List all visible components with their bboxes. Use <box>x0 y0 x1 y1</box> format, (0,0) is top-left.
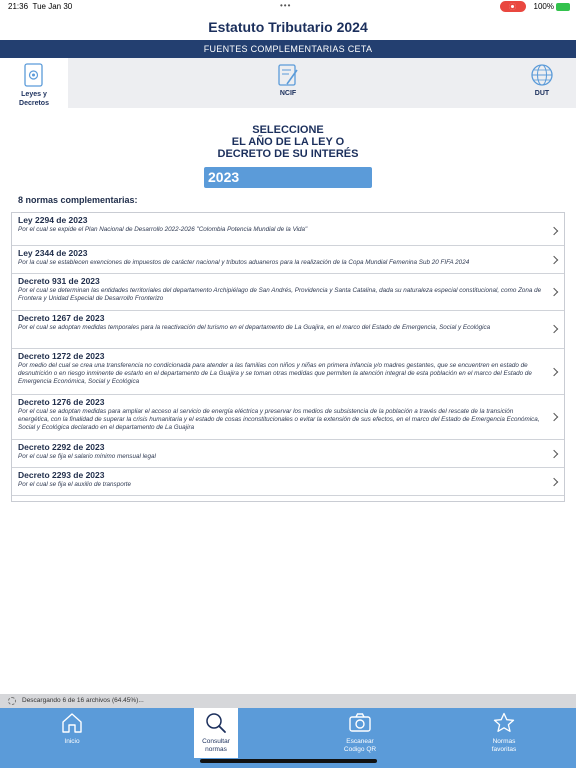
chevron-right-icon <box>550 325 558 333</box>
recording-indicator-icon <box>500 1 526 12</box>
chevron-right-icon <box>550 227 558 235</box>
chevron-right-icon <box>550 256 558 264</box>
list-item[interactable]: Decreto 931 de 2023 Por el cual se determinan las entidades territoriales del departamento Archipiélago de San Andrés, Providencia y Santa Catalina, dada su naturaleza especial constitucional, como Zona de Frontera y Unidad Especial de Desarrollo Fronterizo <box>12 274 564 311</box>
multitasking-dots[interactable]: ••• <box>280 1 292 10</box>
chevron-right-icon <box>550 413 558 421</box>
norm-list <box>11 212 565 502</box>
list-item[interactable]: Ley 2344 de 2023 Por la cual se establecen exenciones de impuestos de carácter nacional y tributos aduaneros para la realización de la Copa Mundial Femenina Sub 20 FIFA 2024 <box>12 246 564 274</box>
contract-pen-icon <box>275 62 301 88</box>
list-item[interactable]: Decreto 2292 de 2023 Por el cual se fija el salario mínimo mensual legal <box>12 440 564 468</box>
camera-icon <box>348 711 372 735</box>
category-dut[interactable] <box>516 58 568 108</box>
status-bar <box>0 0 576 14</box>
category-label: NCIF <box>279 90 297 97</box>
tab-consultar-normas[interactable]: Consultar normas <box>194 708 238 758</box>
list-item[interactable]: Decreto 1267 de 2023 Por el cual se adoptan medidas temporales para la reactivación del turismo en el departamento de La Guajira, en el marco del Estado de Emergencia, Social y Ecológica <box>12 311 564 349</box>
category-leyes-decretos[interactable] <box>0 58 68 108</box>
chevron-right-icon <box>550 478 558 486</box>
loading-spinner-icon <box>8 697 16 705</box>
law-document-icon <box>22 62 46 88</box>
list-item[interactable]: Decreto 1272 de 2023 Por medio del cual se crea una transferencia no condicionada para atender a las familias con niños y niñas en primera infancia y/o madres gestantes, que se encuentren en estado de desnutrición o en riesgo inminente de estarlo en el departamento de La Guajira y se toman otras medidas que permiten la atención integral de esta población en el marco del Estado de Emergencia Económica, Social y Ecológica <box>12 349 564 395</box>
battery-percent: 100% <box>533 2 554 11</box>
chevron-right-icon <box>550 368 558 376</box>
download-status-text: Descargando 6 de 16 archivos (64.45%)... <box>22 697 144 704</box>
category-label: Leyes y Decretos <box>19 91 49 107</box>
category-ncif[interactable] <box>260 58 316 108</box>
chevron-right-icon <box>550 450 558 458</box>
battery-icon <box>556 3 570 11</box>
tab-escanear-qr[interactable]: Escanear Codigo QR <box>338 708 382 758</box>
chevron-right-icon <box>550 288 558 296</box>
year-prompt: SELECCIONE EL AÑO DE LA LEY O DECRETO DE SU INTERÉS <box>217 124 359 160</box>
download-status-bar <box>0 694 576 708</box>
page-title: Estatuto Tributario 2024 <box>208 19 368 35</box>
star-icon <box>492 711 516 735</box>
globe-icon <box>529 62 555 88</box>
list-item[interactable]: Ley 2294 de 2023 Por el cual se expide el Plan Nacional de Desarrollo 2022-2026 "Colombia Potencia Mundial de la Vida" <box>12 213 564 246</box>
list-item[interactable]: Decreto 2293 de 2023 Por el cual se fija el auxilio de transporte <box>12 468 564 496</box>
norm-count-label: 8 normas complementarias: <box>18 195 138 205</box>
list-item[interactable]: Decreto 1276 de 2023 Por el cual se adoptan medidas para ampliar el acceso al servicio de energía eléctrica y preservar los medios de subsistencia de la población a través del rescate de la transición energética, con la finalidad de superar la crisis humanitaria y el estado de cosas inconstitucionales o evitar la extensión de sus efectos, en el marco del Estado de Emergencia Económica, Social y Ecológica declarado en el departamento de La Guajira <box>12 395 564 440</box>
section-banner: FUENTES COMPLEMENTARIAS CETA <box>0 40 576 58</box>
year-selector[interactable]: 2023 <box>204 167 372 188</box>
home-indicator[interactable] <box>200 759 377 763</box>
category-label: DUT <box>534 90 550 97</box>
status-time: 21:36 Tue Jan 30 <box>8 2 73 11</box>
tab-normas-favoritas[interactable]: Normas favoritas <box>482 708 526 758</box>
search-icon <box>204 711 228 735</box>
home-icon <box>60 711 84 735</box>
tab-inicio[interactable]: Inicio <box>50 708 94 758</box>
category-bar <box>0 58 576 108</box>
